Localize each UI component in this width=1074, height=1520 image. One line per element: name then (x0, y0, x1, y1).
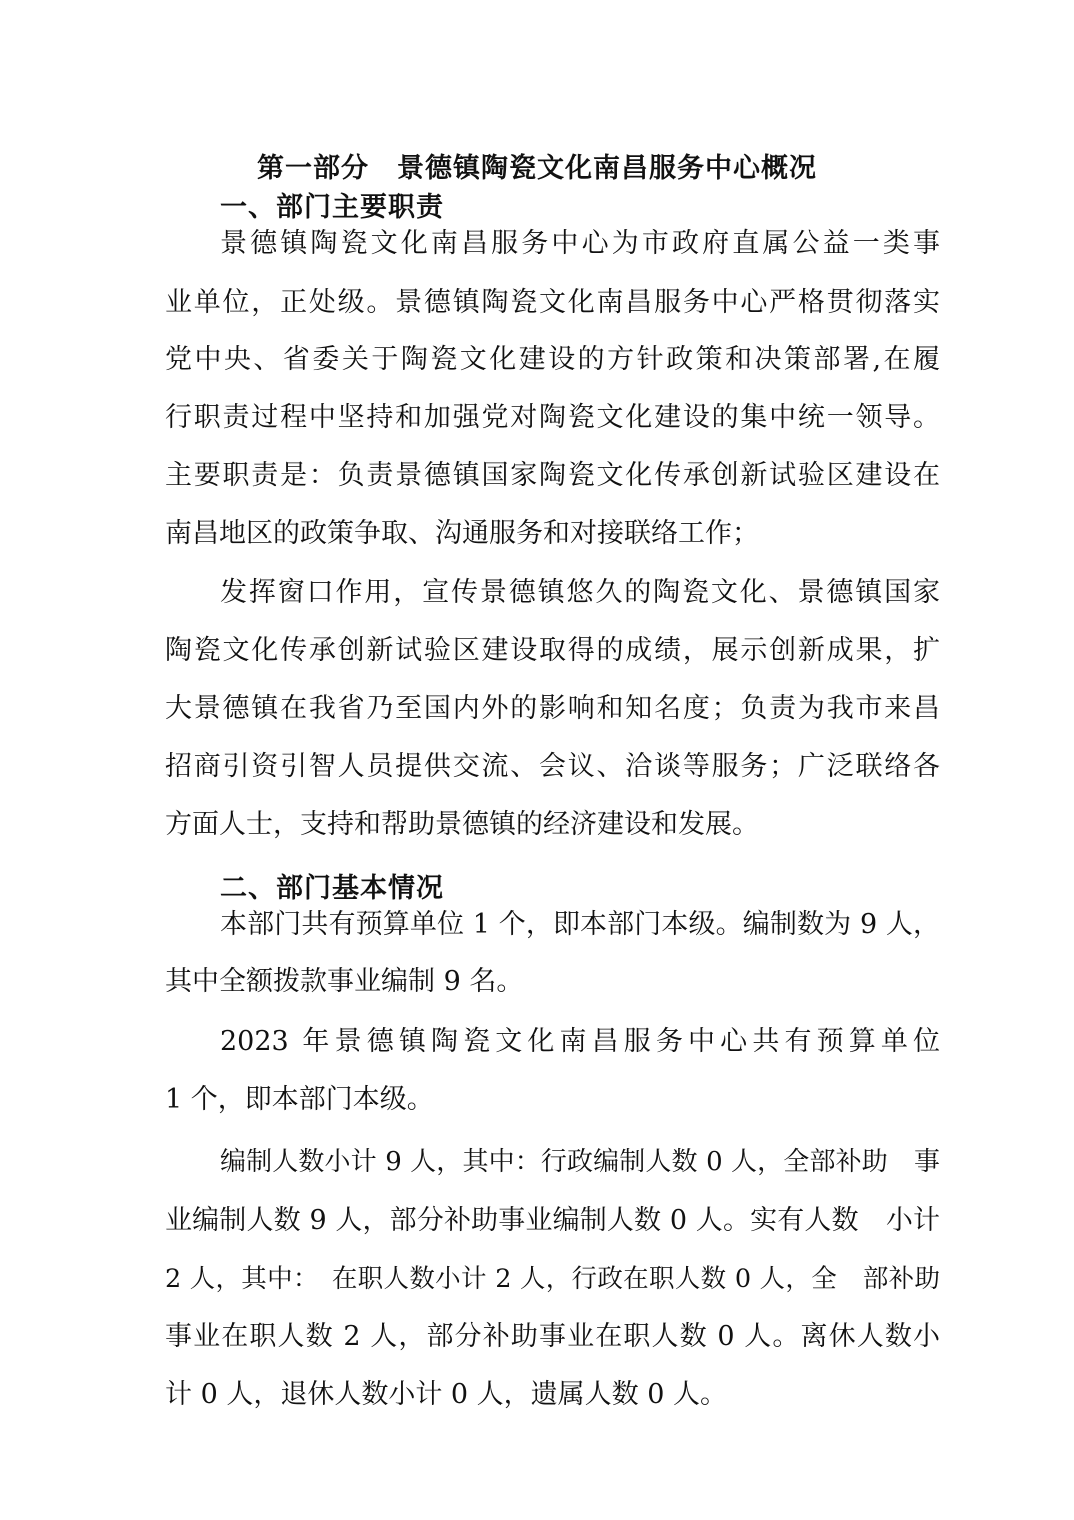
paragraph-line: 2023 年景德镇陶瓷文化南昌服务中心共有预算单位 (220, 1026, 940, 1057)
paragraph-line: 主要职责是：负责景德镇国家陶瓷文化传承创新试验区建设在 (165, 460, 940, 491)
page-title: 第一部分 景德镇陶瓷文化南昌服务中心概况 (257, 153, 817, 184)
paragraph-line: 业单位，正处级。景德镇陶瓷文化南昌服务中心严格贯彻落实 (165, 287, 940, 318)
paragraph-line: 大景德镇在我省乃至国内外的影响和知名度；负责为我市来昌 (165, 693, 940, 724)
paragraph-line: 行职责过程中坚持和加强党对陶瓷文化建设的集中统一领导。 (165, 402, 940, 433)
paragraph-line: 本部门共有预算单位 1 个，即本部门本级。编制数为 9 人， (220, 909, 940, 940)
paragraph-line: 2 人，其中： 在职人数小计 2 人，行政在职人数 0 人，全 部补助 (165, 1264, 940, 1294)
paragraph-line: 方面人士，支持和帮助景德镇的经济建设和发展。 (165, 809, 759, 840)
paragraph-line: 1 个，即本部门本级。 (165, 1084, 434, 1115)
section-heading-basic-info: 二、部门基本情况 (220, 873, 444, 904)
paragraph-line: 景德镇陶瓷文化南昌服务中心为市政府直属公益一类事 (220, 228, 940, 259)
section-heading-responsibilities: 一、部门主要职责 (220, 192, 444, 223)
paragraph-line: 计 0 人，退休人数小计 0 人，遗属人数 0 人。 (165, 1379, 728, 1410)
paragraph-line: 南昌地区的政策争取、沟通服务和对接联络工作； (165, 518, 759, 549)
paragraph-line: 党中央、省委关于陶瓷文化建设的方针政策和决策部署,在履 (165, 344, 940, 375)
paragraph-line: 其中全额拨款事业编制 9 名。 (165, 966, 524, 997)
paragraph-line: 陶瓷文化传承创新试验区建设取得的成绩，展示创新成果，扩 (165, 635, 940, 666)
paragraph-line: 发挥窗口作用，宣传景德镇悠久的陶瓷文化、景德镇国家 (220, 577, 940, 608)
paragraph-line: 业编制人数 9 人，部分补助事业编制人数 0 人。实有人数 小计 (165, 1205, 940, 1236)
paragraph-line: 事业在职人数 2 人，部分补助事业在职人数 0 人。离休人数小 (165, 1321, 940, 1352)
paragraph-line: 招商引资引智人员提供交流、会议、洽谈等服务；广泛联络各 (165, 751, 940, 782)
paragraph-line: 编制人数小计 9 人，其中：行政编制人数 0 人，全部补助 事 (220, 1147, 940, 1177)
